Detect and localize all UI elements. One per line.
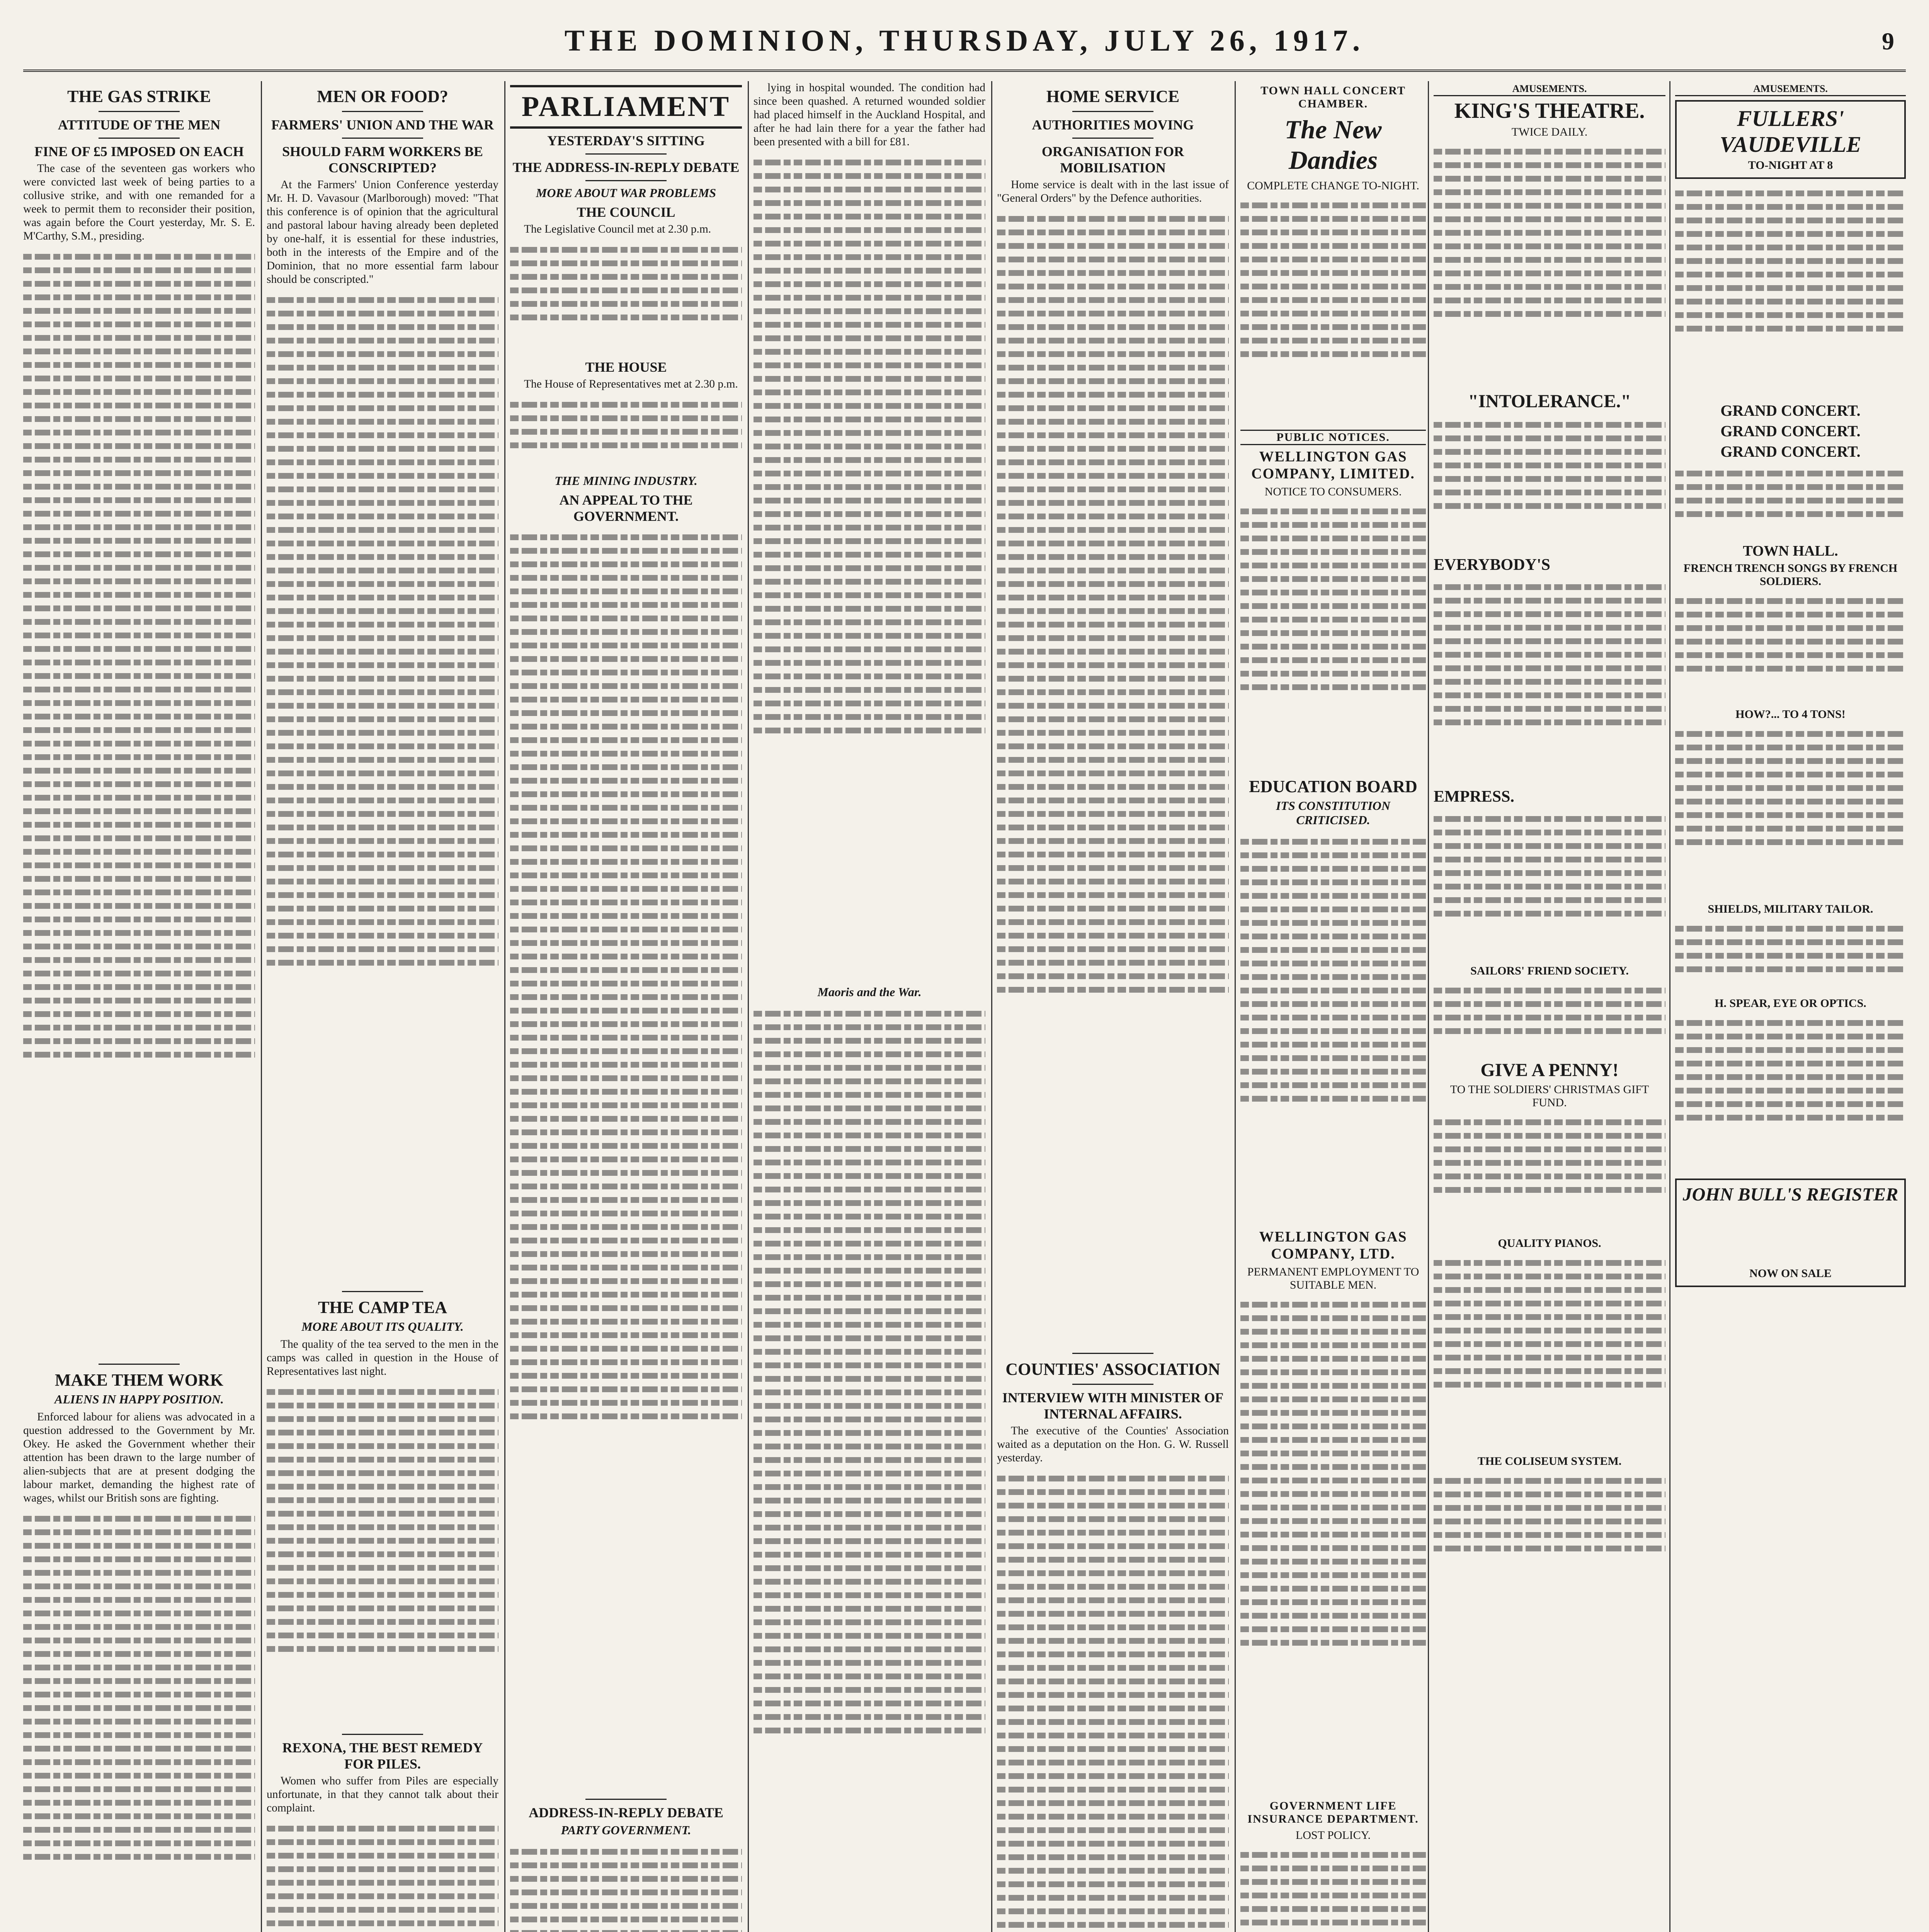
headline-men-or-food: MEN OR FOOD? [317,87,448,106]
subhead-interview: INTERVIEW WITH MINISTER OF INTERNAL AFFAIRS. [1002,1390,1224,1422]
empress-title: EMPRESS. [1434,788,1514,806]
kings-theatre-title: KING'S THEATRE. [1454,99,1645,123]
column-men-or-food [267,81,498,1932]
grand-concert-title-3: GRAND CONCERT. [1720,443,1861,460]
headline-address-debate: ADDRESS-IN-REPLY DEBATE [529,1805,723,1820]
article-aliens-lead: Enforced labour for aliens was advocated in a question addressed to the Government by Mr. Okey. He asked the Government whether their attention has been drawn to the large number of alien-subjects that are at present dodging the labour market, demanding the highest rate of wages, whilst our British sons are fighting. [23,1411,255,1504]
amusements-heading-2: AMUSEMENTS. [1675,83,1906,96]
article-camp-tea-lead: The quality of the tea served to the men in the camps was called in question in the House of Representatives last night. [267,1338,498,1378]
article-council-lead: The Legislative Council met at 2.30 p.m. [524,223,711,235]
subhead-education-board: ITS CONSTITUTION CRITICISED. [1276,799,1391,827]
optical-title: H. SPEAR, EYE OR OPTICS. [1715,997,1866,1010]
gas-company-2-subtitle: PERMANENT EMPLOYMENT TO SUITABLE MEN. [1247,1265,1419,1291]
subhead-farmers-union: FARMERS' UNION AND THE WAR [271,117,494,133]
give-a-penny-title: GIVE A PENNY! [1480,1060,1619,1080]
column-home-service [997,81,1229,1932]
register-subtitle: NOW ON SALE [1749,1267,1832,1280]
subhead-organisation: ORGANISATION FOR MOBILISATION [1041,144,1184,175]
column-notices [1240,81,1426,1932]
grand-concert-title-2: GRAND CONCERT. [1720,422,1861,440]
subhead-conscripted: SHOULD FARM WORKERS BE CONSCRIPTED? [282,144,483,175]
register-title: JOHN BULL'S REGISTER [1682,1184,1898,1205]
article-body [23,246,255,1359]
headline-parliament: PARLIAMENT [510,85,742,129]
grand-concert-title: GRAND CONCERT. [1720,402,1861,419]
gas-company-subtitle: NOTICE TO CONSUMERS. [1264,485,1402,498]
article-rexona-body [267,1818,498,1932]
subhead-address-in-reply: THE ADDRESS-IN-REPLY DEBATE [512,160,740,175]
insurance-subtitle: LOST POLICY. [1296,1829,1371,1842]
headline-make-them-work: MAKE THEM WORK [55,1371,223,1389]
article-address-body [510,1841,742,1932]
subhead-yesterdays-sitting: YESTERDAY'S SITTING [547,133,705,148]
article-lead: The case of the seventeen gas workers who were convicted last week of being parties to a collusive strike, and with one remanded for a week to permit them to reconsider their position, was again before the Court yesterday, Mr. S. E. M'Carthy, S.M., presiding. [23,162,255,242]
everybodys-title: EVERYBODY'S [1434,556,1550,574]
article-continued-lead: lying in hospital wounded. The condition had since been quashed. A returned wounded soldier had placed himself in the Auckland Hospital, and after he had lain there for a year the father had been presented with a bill for £81. [754,82,985,148]
sailors-friend-title: SAILORS' FRIEND SOCIETY. [1470,964,1629,977]
subhead-aliens: ALIENS IN HAPPY POSITION. [54,1392,224,1406]
fullers-advert [1675,100,1906,179]
headline-council: THE COUNCIL [577,204,675,220]
headline-mining-industry: THE MINING INDUSTRY. [555,474,697,488]
article-counties-lead: The executive of the Counties' Association waited as a deputation on the Hon. G. W. Russell yesterday. [997,1425,1229,1464]
concert-chamber-heading: TOWN HALL CONCERT CHAMBER. [1260,84,1406,110]
article-lead: At the Farmers' Union Conference yesterday Mr. H. D. Vavasour (Marlborough) moved: "That this conference is of opinion that the agricultural and pastoral labour having already been depleted by one-half, it is essential for these industries, both in the interests of the Empire and of the Dominion, that no more essential farm labour should be conscripted." [267,179,498,286]
kings-theatre-subtitle: TWICE DAILY. [1511,126,1588,138]
fullers-subtitle: TO-NIGHT AT 8 [1748,159,1833,172]
column-parliament [510,81,742,1932]
masthead-title: THE DOMINION, THURSDAY, JULY 26, 1917. [564,24,1365,57]
column-parliament-continued [754,81,985,1932]
coliseum-title: THE COLISEUM SYSTEM. [1477,1455,1622,1468]
fullers-title: FULLERS' VAUDEVILLE [1720,106,1861,157]
article-house-lead: The House of Representatives met at 2.30 p.m. [524,378,738,390]
headline-home-service: HOME SERVICE [1046,87,1180,106]
amusements-heading: AMUSEMENTS. [1434,83,1665,96]
subhead-camp-tea: MORE ABOUT ITS QUALITY. [301,1320,464,1333]
masthead [23,15,1906,72]
subhead-party-government: PARTY GOVERNMENT. [561,1823,691,1837]
french-songs-title: FRENCH TRENCH SONGS BY FRENCH SOLDIERS. [1683,562,1898,588]
article-aliens-body [23,1508,255,1932]
subhead-war-problems: MORE ABOUT WAR PROBLEMS [536,186,716,200]
subhead-attitude: ATTITUDE OF THE MEN [58,117,221,133]
article-camp-tea-body [267,1381,498,1729]
newspaper-page [23,15,1906,1932]
page-number: 9 [1882,27,1894,55]
column-amusements-2 [1675,81,1906,1932]
subhead-maoris: Maoris and the War. [817,985,922,999]
article-mining-body [510,527,742,1794]
shields-title: SHIELDS, MILITARY TAILOR. [1708,903,1873,915]
new-dandies-title: The New Dandies [1284,115,1382,175]
headline-gas-strike: THE GAS STRIKE [67,87,211,106]
column-gas-strike [23,81,255,1932]
intolerance-title: "INTOLERANCE." [1468,391,1631,412]
register-advert [1675,1179,1906,1287]
public-notices-heading: PUBLIC NOTICES. [1240,430,1426,445]
how-tons-title: HOW?... TO 4 TONS! [1735,708,1846,721]
headline-counties: COUNTIES' ASSOCIATION [1005,1360,1220,1379]
insurance-title: GOVERNMENT LIFE INSURANCE DEPARTMENT. [1247,1799,1419,1825]
quality-pianos-title: QUALITY PIANOS. [1498,1237,1601,1250]
column-amusements-1 [1434,81,1665,1932]
town-hall-title: TOWN HALL. [1743,543,1838,559]
article-body [267,289,498,1286]
article-rexona-lead: Women who suffer from Piles are especially unfortunate, in that they cannot talk about their complaint. [267,1775,498,1814]
subhead-fine: FINE OF £5 IMPOSED ON EACH [34,144,244,159]
gas-company-title: WELLINGTON GAS COMPANY, LIMITED. [1251,449,1415,482]
article-home-service-lead: Home service is dealt with in the last issue of "General Orders" by the Defence authorities. [997,179,1229,204]
give-a-penny-subtitle: TO THE SOLDIERS' CHRISTMAS GIFT FUND. [1450,1083,1649,1109]
gas-company-2-title: WELLINGTON GAS COMPANY, LTD. [1259,1229,1407,1262]
subhead-appeal: AN APPEAL TO THE GOVERNMENT. [559,492,693,524]
headline-house: THE HOUSE [585,359,667,375]
headline-education-board: EDUCATION BOARD [1249,777,1417,796]
headline-camp-tea: THE CAMP TEA [318,1298,447,1317]
headline-rexona: REXONA, THE BEST REMEDY FOR PILES. [282,1740,483,1772]
new-dandies-subtitle: COMPLETE CHANGE TO-NIGHT. [1247,179,1419,192]
subhead-authorities: AUTHORITIES MOVING [1032,117,1194,133]
